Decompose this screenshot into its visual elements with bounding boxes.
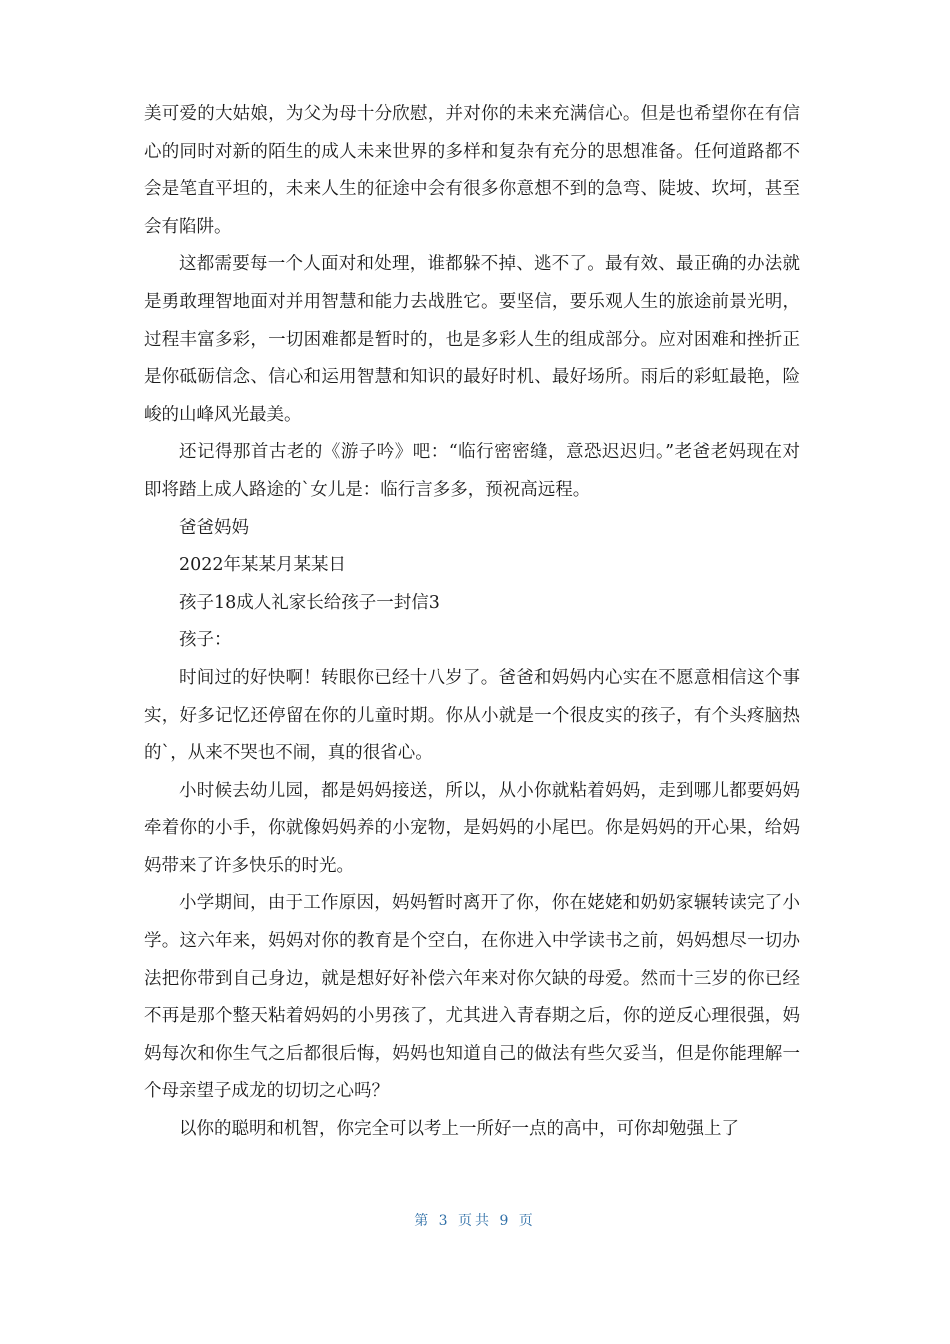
paragraph: 还记得那首古老的《游子吟》吧：“临行密密缝，意恐迟迟归。”老爸老妈现在对即将踏上成人路途的`女儿是：临行言多多，预祝高远程。 — [144, 442, 800, 500]
signature: 爸爸妈妈 — [179, 517, 249, 538]
salutation: 孩子： — [179, 630, 232, 651]
paragraph: 以你的聪明和机智，你完全可以考上一所好一点的高中，可你却勉强上了 — [179, 1119, 739, 1140]
paragraph: 小时候去幼儿园，都是妈妈接送，所以，从小你就粘着妈妈，走到哪儿都要妈妈牵着你的小手，你就像妈妈养的小宠物，是妈妈的小尾巴。你是妈妈的开心果，给妈妈带来了许多快乐的时光。 — [144, 780, 800, 876]
letter-body — [144, 96, 800, 1149]
paragraph: 这都需要每一个人面对和处理，谁都躲不掉、逃不了。最有效、最正确的办法就是勇敢理智地面对并用智慧和能力去战胜它。要坚信，要乐观人生的旅途前景光明，过程丰富多彩，一切困难都是暂时的，也是多彩人生的组成部分。应对困难和挫折正是你砥砺信念、信心和运用智慧和知识的最好时机、最好场所。雨后的彩虹最艳，险峻的山峰风光最美。 — [144, 254, 800, 425]
paragraph: 时间过的好快啊！转眼你已经十八岁了。爸爸和妈妈内心实在不愿意相信这个事实，好多记忆还停留在你的儿童时期。你从小就是一个很皮实的孩子，有个头疼脑热的`，从来不哭也不闹，真的很省心。 — [144, 667, 800, 764]
paragraph-continued: 美可爱的大姑娘，为父为母十分欣慰，并对你的未来充满信心。但是也希望你在有信心的同时对新的陌生的成人未来世界的多样和复杂有充分的思想准备。任何道路都不会是笔直平坦的，未来人生的征途中会有很多你意想不到的急弯、陡坡、坎坷，甚至会有陷阱。 — [144, 104, 800, 237]
page-number-footer: 第 3 页共 9 页 — [414, 1213, 536, 1229]
paragraph: 小学期间，由于工作原因，妈妈暂时离开了你，你在姥姥和奶奶家辗转读完了小学。这六年来，妈妈对你的教育是个空白，在你进入中学读书之前，妈妈想尽一切办法把你带到自己身边，就是想好好补偿六年来对你欠缺的母爱。然而十三岁的你已经不再是那个整天粘着妈妈的小男孩了，尤其进入青春期之后，你的逆反心理很强，妈妈每次和你生气之后都很后悔，妈妈也知道自己的做法有些欠妥当，但是你能理解一个母亲望子成龙的切切之心吗？ — [144, 893, 800, 1102]
letter-title: 孩子18成人礼家长给孩子一封信3 — [179, 592, 440, 613]
date-line: 2022年某某月某某日 — [179, 555, 347, 576]
